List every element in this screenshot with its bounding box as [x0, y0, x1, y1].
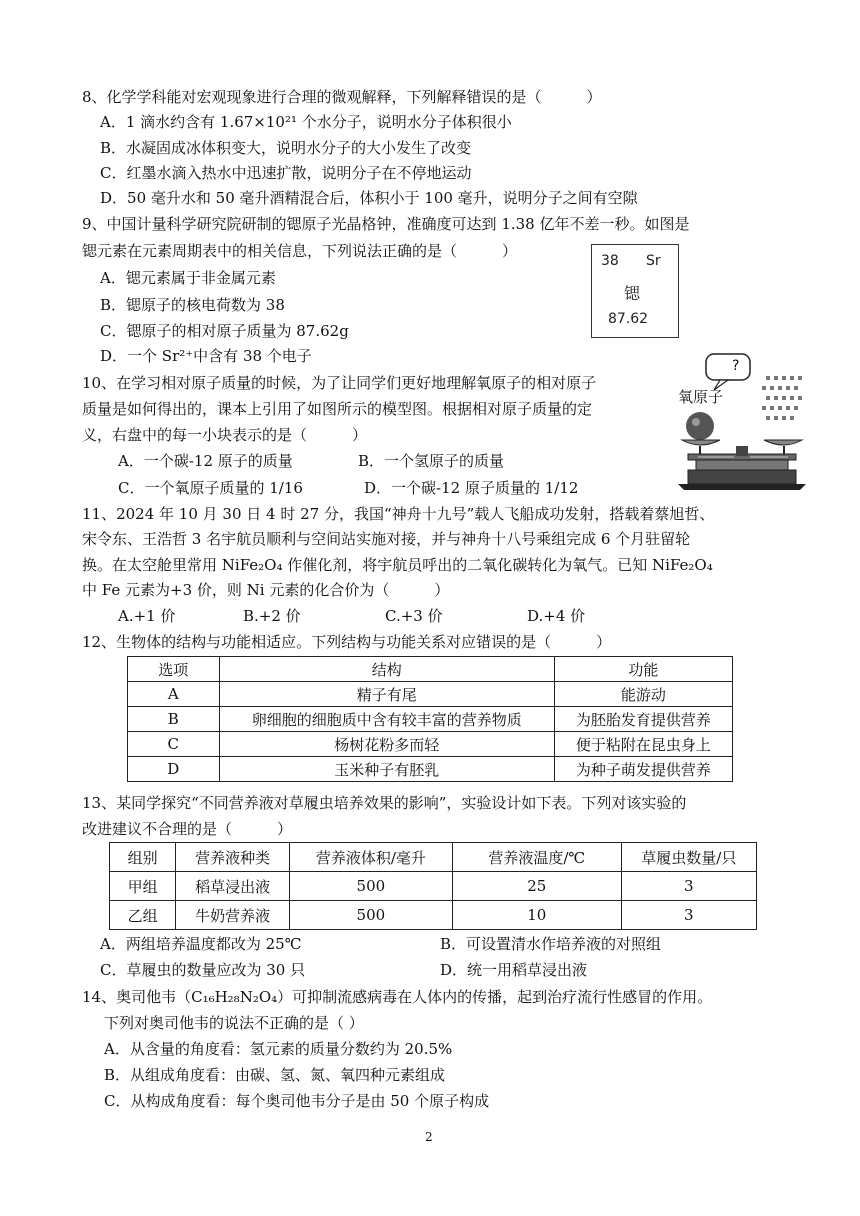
q11-line4: 中 Fe 元素为+3 价，则 Ni 元素的化合价为（ ） [82, 581, 450, 599]
q13-stem-line2: 改进建议不合理的是（ ） [82, 820, 293, 838]
strontium-element-card [591, 244, 679, 338]
table-cell: B [128, 707, 220, 732]
table-cell: 为种子萌发提供营养 [554, 757, 732, 782]
table-header-row [128, 657, 733, 682]
q13-table [109, 842, 757, 930]
q9-option-c: C．锶原子的相对原子质量为 87.62g [100, 322, 349, 340]
atomic-mass-balance-figure [678, 350, 806, 492]
table-cell: C [128, 732, 220, 757]
q13-stem-line1: 13、某同学探究“不同营养液对草履虫培养效果的影响”，实验设计如下表。下列对该实验的 [82, 794, 687, 812]
question-mark-bubble: ? [732, 358, 740, 374]
q11-line3: 换。在太空舱里常用 NiFe₂O₄ 作催化剂，将宇航员呼出的二氧化碳转化为氧气。已知 NiFe₂O₄ [82, 556, 713, 574]
table-header-row [110, 843, 757, 872]
table-cell: 500 [289, 872, 452, 901]
table-row [110, 872, 757, 901]
table-cell: 卵细胞的细胞质中含有较丰富的营养物质 [219, 707, 554, 732]
table-row [110, 901, 757, 930]
table-cell: 杨树花粉多而轻 [219, 732, 554, 757]
element-atomic-mass: 87.62 [608, 311, 649, 327]
table-cell: 500 [289, 901, 452, 930]
q9-stem-line2: 锶元素在元素周期表中的相关信息，下列说法正确的是（ ） [82, 242, 518, 260]
q9-stem-line1: 9、中国计量科学研究院研制的锶原子光晶格钟，准确度可达到 1.38 亿年不差一秒。如图是 [82, 215, 690, 233]
q10-option-a: A．一个碳-12 原子的质量 [118, 452, 293, 470]
q11-option-c: C.+3 价 [385, 607, 443, 625]
q11-option-a: A.+1 价 [118, 607, 176, 625]
q10-stem-line2: 质量是如何得出的，课本上引用了如图所示的模型图。根据相对原子质量的定 [82, 400, 593, 418]
q10-stem-line1: 10、在学习相对原子质量的时候，为了让同学们更好地理解氧原子的相对原子 [82, 374, 597, 392]
table-cell: 甲组 [110, 872, 176, 901]
page-number: 2 [425, 1130, 433, 1144]
table-cell: 能游动 [554, 682, 732, 707]
q12-table [127, 656, 733, 782]
balance-scale-illustration [678, 350, 806, 492]
q8-stem: 8、化学学科能对宏观现象进行合理的微观解释，下列解释错误的是（ ） [82, 88, 602, 106]
q12-stem: 12、生物体的结构与功能相适应。下列结构与功能关系对应错误的是（ ） [82, 633, 612, 651]
q10-option-c: C．一个氧原子质量的 1/16 [118, 479, 303, 497]
table-cell: 稻草浸出液 [176, 872, 290, 901]
q14-stem-line2: 下列对奥司他韦的说法不正确的是（ ） [104, 1014, 364, 1032]
q10-stem-line3: 义，右盘中的每一小块表示的是（ ） [82, 426, 368, 444]
table-header-cell: 组别 [110, 843, 176, 872]
element-name: 锶 [624, 284, 641, 303]
table-row [128, 757, 733, 782]
q13-option-a: A．两组培养温度都改为 25℃ [100, 935, 302, 953]
oxygen-atom-label: 氧原子 [678, 388, 724, 406]
table-cell: 便于粘附在昆虫身上 [554, 732, 732, 757]
q11-option-b: B.+2 价 [243, 607, 301, 625]
element-atomic-number: 38 [601, 253, 619, 269]
q10-option-d: D．一个碳-12 原子质量的 1/12 [364, 479, 579, 497]
q14-option-a: A．从含量的角度看：氢元素的质量分数约为 20.5% [104, 1040, 453, 1058]
table-cell: 玉米种子有胚乳 [219, 757, 554, 782]
q11-line1: 11、2024 年 10 月 30 日 4 时 27 分，我国“神舟十九号”载人飞船成功发射，搭载着蔡旭哲、 [82, 505, 715, 523]
element-symbol: Sr [646, 253, 661, 269]
q13-option-c: C．草履虫的数量应改为 30 只 [100, 961, 306, 979]
q14-option-b: B．从组成角度看：由碳、氢、氮、氧四种元素组成 [104, 1066, 446, 1084]
table-header-cell: 选项 [128, 657, 220, 682]
q13-option-d: D．统一用稻草浸出液 [440, 961, 588, 979]
table-cell: D [128, 757, 220, 782]
q8-option-c: C．红墨水滴入热水中迅速扩散，说明分子在不停地运动 [100, 164, 472, 182]
table-cell: 乙组 [110, 901, 176, 930]
table-header-cell: 功能 [554, 657, 732, 682]
table-header-cell: 营养液体积/毫升 [289, 843, 452, 872]
table-row [128, 682, 733, 707]
q10-option-b: B．一个氢原子的质量 [358, 452, 505, 470]
q9-option-a: A．锶元素属于非金属元素 [100, 269, 276, 287]
table-header-cell: 营养液种类 [176, 843, 290, 872]
q8-option-a: A．1 滴水约含有 1.67×10²¹ 个水分子，说明水分子体积很小 [100, 113, 512, 131]
table-header-cell: 结构 [219, 657, 554, 682]
q14-stem-line1: 14、奥司他韦（C₁₆H₂₈N₂O₄）可抑制流感病毒在人体内的传播，起到治疗流行性感冒的作用。 [82, 988, 713, 1006]
q11-option-d: D.+4 价 [527, 607, 586, 625]
table-header-cell: 营养液温度/℃ [452, 843, 621, 872]
table-cell: 牛奶营养液 [176, 901, 290, 930]
table-row [128, 732, 733, 757]
table-cell: 3 [621, 901, 756, 930]
table-cell: 10 [452, 901, 621, 930]
table-cell: 精子有尾 [219, 682, 554, 707]
table-cell: A [128, 682, 220, 707]
table-header-cell: 草履虫数量/只 [621, 843, 756, 872]
table-cell: 3 [621, 872, 756, 901]
q9-option-d: D．一个 Sr²⁺中含有 38 个电子 [100, 347, 312, 365]
q13-option-b: B．可设置清水作培养液的对照组 [440, 935, 662, 953]
q11-line2: 宋令东、王浩哲 3 名宇航员顺利与空间站实施对接，并与神舟十八号乘组完成 6 个月驻留轮 [82, 530, 691, 548]
q8-option-d: D．50 毫升水和 50 毫升酒精混合后，体积小于 100 毫升，说明分子之间有空隙 [100, 189, 638, 207]
table-row [128, 707, 733, 732]
q8-option-b: B．水凝固成冰体积变大，说明水分子的大小发生了改变 [100, 139, 472, 157]
table-cell: 为胚胎发育提供营养 [554, 707, 732, 732]
q9-option-b: B．锶原子的核电荷数为 38 [100, 296, 285, 314]
table-cell: 25 [452, 872, 621, 901]
q14-option-c: C．从构成角度看：每个奥司他韦分子是由 50 个原子构成 [104, 1092, 490, 1110]
